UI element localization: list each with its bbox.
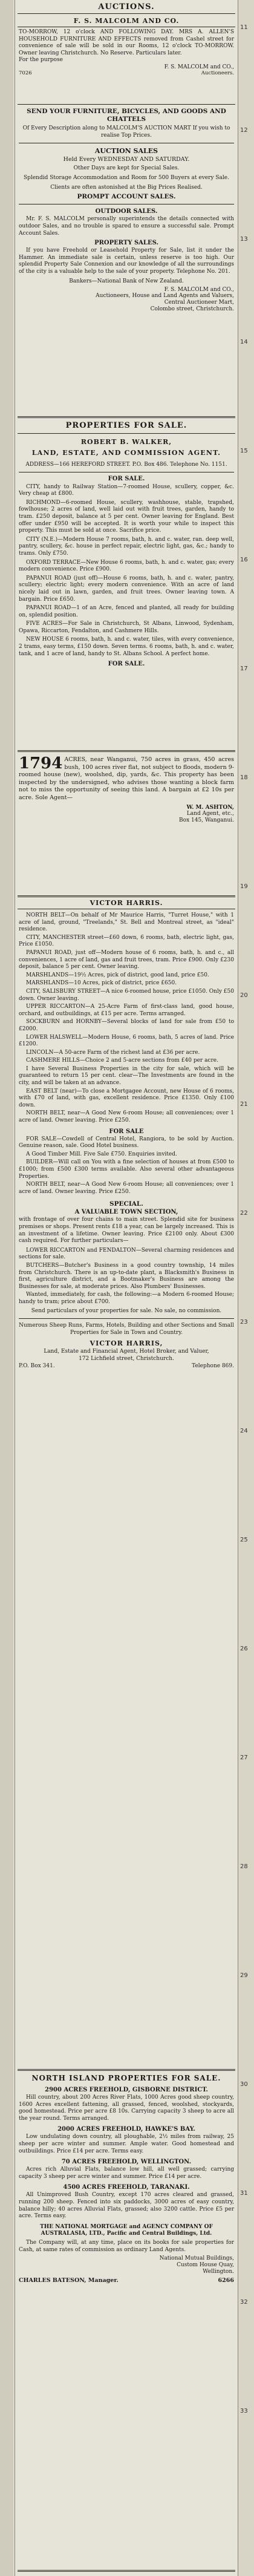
office-line: Custom House Quay, bbox=[177, 2262, 234, 2269]
firm-addr: Central Auctioneer Mart, bbox=[164, 299, 234, 306]
margin-number: 26 bbox=[240, 1646, 248, 1652]
harris-phone: Telephone 869. bbox=[192, 1363, 234, 1370]
property-text: Acres rich Alluvial Flats, balance low hill, all well grassed; carrying capacity 3 sheep per acre winter and summer. Price £14 per acre. bbox=[19, 2166, 234, 2180]
firm-role: Auctioneers, House and Land Agents and Valuers, bbox=[96, 293, 234, 299]
margin-number: 27 bbox=[240, 1754, 248, 1761]
property-text: Low undulating down country, all ploughable, 2½ miles from railway, 25 sheep per acre winter and summer. Ample water. Good homestead and outbuildings. Price £14 per acre. Terms easy. bbox=[19, 2134, 234, 2154]
listing: LINCOLN—A 50-acre Farm of the richest land at £36 per acre. bbox=[26, 1049, 200, 1056]
divider bbox=[18, 750, 235, 752]
divider bbox=[18, 416, 235, 418]
divider bbox=[18, 13, 235, 14]
harris-address: 172 Lichfield street, Christchurch. bbox=[79, 1355, 174, 1362]
margin-number: 14 bbox=[240, 339, 248, 345]
margin-number: 28 bbox=[240, 1863, 248, 1870]
listing: FOR SALE—Cowdell of Central Hotel, Rangiora, to be sold by Auction. Genuine reason, sale. Good Hotel business. bbox=[19, 1136, 234, 1149]
malcolm-ad-furniture bbox=[19, 29, 234, 76]
for-sale-label: FOR SALE. bbox=[108, 661, 145, 668]
ref-number: 6266 bbox=[218, 2277, 234, 2284]
harris-ad bbox=[19, 912, 234, 1369]
walker-trade: LAND, ESTATE, AND COMMISSION AGENT. bbox=[31, 449, 221, 457]
signature-role: Auctioneers. bbox=[201, 70, 234, 76]
acreage-number: 1794 bbox=[19, 754, 63, 773]
property-title: 2900 ACRES FREEHOLD, GISBORNE DISTRICT. bbox=[45, 2087, 208, 2093]
farms-text: Numerous Sheep Runs, Farms, Hotels, Building and other Sections and Small Properties for Sale in Town and Country. bbox=[19, 1322, 234, 1336]
outdoor-title: OUTDOOR SALES. bbox=[95, 208, 158, 215]
margin-number: 22 bbox=[240, 1210, 248, 1217]
margin-number: 13 bbox=[240, 236, 248, 243]
margin-number: 29 bbox=[240, 1972, 248, 1979]
section-title-properties: PROPERTIES FOR SALE. bbox=[65, 421, 187, 430]
left-margin bbox=[0, 0, 13, 2576]
ad-text: For the purpose bbox=[19, 57, 63, 64]
listing: Wanted, immediately, for cash, the following:—a Modern 6-roomed House; handy to tram; price about £700. bbox=[19, 1292, 234, 1305]
harris-name: VICTOR HARRIS, bbox=[90, 1339, 163, 1348]
right-margin bbox=[238, 0, 254, 2576]
divider bbox=[18, 2570, 235, 2572]
listing: EAST BELT (near)—To close a Mortgagee Account, new House of 6 rooms, with £70 of land, with gas, excellent residence. Price £1350. Only £100 down. bbox=[19, 1088, 234, 1108]
outdoor-text: Mr. F. S. MALCOLM personally superintends the details connected with outdoor Sales, and no trouble is spared to ensure a successful sale. Prompt Account Sales. bbox=[19, 216, 234, 237]
divider bbox=[18, 104, 235, 105]
listing: LOWER RICCARTON and FENDALTON—Several charming residences and sections for sale. bbox=[19, 1247, 234, 1261]
listing: I have Several Business Properties in the city for sale, which will be guaranteed to return 15 per cent. clear—The Investments are found in the city, and will be taken at an advance. bbox=[19, 1065, 234, 1087]
divider bbox=[18, 2069, 235, 2071]
listing: CITY, handy to Railway Station—7-roomed House, scullery, copper, &c. Very cheap at £800. bbox=[19, 483, 234, 497]
bankers-text: Bankers—National Bank of New Zealand. bbox=[69, 278, 184, 284]
listing: PAPANUI ROAD, just off—Modern house of 6 rooms, bath, h. and c., all conveniences, 1 acre of land, gas and fruit trees, tram. Price £900. Only £230 deposit, balance 5 per cent. Owner leaving. bbox=[19, 949, 234, 970]
firm-street: Colombo street, Christchurch. bbox=[150, 306, 234, 313]
listing: CITY (N.E.)—Modern House 7 rooms, bath, h. and c. water, ran. deep well, pantry, scullery, &c. house in perfect repair, electric light, gas, &c.; handy to trams. Only £750. bbox=[19, 536, 234, 557]
ad-title: SEND YOUR FURNITURE, BICYCLES, AND GOODS AND CHATTELS bbox=[27, 108, 226, 123]
ref-number: 7026 bbox=[19, 70, 32, 76]
walker-ad bbox=[19, 438, 234, 667]
listing: UPPER RICCARTON—A 25-Acre Farm of first-class land, good house, orchard, and outbuildings, at £15 per acre. Terms arranged. bbox=[19, 1004, 234, 1017]
harris-intro: NORTH BELT—On behalf of Mr Maurice Harris, "Turret House," with 1 acre of land, ground, "Treelands," St. Bell and Montreal street, as "ideal" residence. bbox=[19, 912, 234, 933]
listing: CASHMERE HILLS—Choice 2 and 5-acre sections from £40 per acre. bbox=[26, 1058, 218, 1064]
property-title: PROPERTY SALES. bbox=[94, 240, 158, 247]
harris-heading: VICTOR HARRIS. bbox=[90, 899, 163, 907]
property-text: Hill country, about 200 Acres River Flats, 1000 Acres good sheep country, 1600 Acres excellent fattening, all grassed, fenced, woolshed, stockyards, good homestead. Price per acre £8 10s. Carrying capacity 3 sheep to acre all the year round. Terms arranged. bbox=[19, 2094, 234, 2122]
clients-text: Clients are often astonished at the Big Prices Realised. bbox=[50, 184, 203, 191]
margin-number: 11 bbox=[240, 24, 248, 31]
listing: OXFORD TERRACE—New House 6 rooms, bath, h. and c. water, gas; every modern convenience. Price £900. bbox=[19, 559, 234, 573]
section-title-auctions: AUCTIONS. bbox=[98, 2, 155, 11]
property-title: 70 ACRES FREEHOLD, WELLINGTON. bbox=[61, 2159, 192, 2166]
margin-number: 19 bbox=[240, 883, 248, 890]
ad-text: TO-MORROW, 12 o'clock AND FOLLOWING DAY. MRS A. ALLEN'S HOUSEHOLD FURNITURE AND EFFECTS removed from Cashel street for convenience of sale will be sold in our Rooms, 12 o'clock TO-MORROW. Owner leaving Christchurch. No Reserve. Particulars later. bbox=[19, 29, 234, 56]
listing: LOWER HALSWELL—Modern House, 6 rooms, bath, 5 acres of land. Price £1200. bbox=[19, 1034, 234, 1048]
listing: NORTH BELT, near—A Good New 6-room House; all conveniences; over 1 acre of land. Owner leaving. Price £250. bbox=[19, 1182, 234, 1195]
margin-number: 15 bbox=[240, 448, 248, 454]
prompt-text: PROMPT ACCOUNT SALES. bbox=[77, 193, 176, 201]
margin-number: 16 bbox=[240, 557, 248, 563]
office-line: Wellington. bbox=[203, 2269, 234, 2275]
listing: BUTCHERS—Butcher's Business in a good country township, 14 miles from Christchurch. There is an up-to-date plant, a Blacksmith's Business in first, agriculture district, and a Bootmaker's Business are among the Businesses for sale, at moderate prices. Also Plumbers' Businesses. bbox=[19, 1262, 234, 1290]
ad-text: Of Every Description along to MALCOLM'S AUCTION MART If you wish to realise Top Prices. bbox=[22, 125, 230, 139]
signature: F. S. MALCOLM and CO., bbox=[164, 64, 234, 70]
listing: MARSHLANDS—19½ Acres, pick of district, good land, price £50. bbox=[26, 972, 209, 978]
margin-number: 31 bbox=[240, 2190, 248, 2197]
sales-title: AUCTION SALES bbox=[94, 147, 158, 155]
listing: MARSHLANDS—10 Acres, pick of district, price £650. bbox=[26, 980, 177, 987]
for-sale-label: FOR SALE. bbox=[108, 475, 145, 482]
bateson-ad bbox=[19, 2074, 234, 2284]
company-name: THE NATIONAL MORTGAGE and AGENCY COMPANY OF AUSTRALASIA, LTD., Pacific and Central Buildings, Ltd. bbox=[40, 2223, 213, 2237]
property-text: All Unimproved Bush Country, except 170 acres cleared and grassed, running 200 sheep. Fenced into six paddocks, 3000 acres of easy country, balance hilly; 40 acres Alluvial Flats, grassed; also 3200 cattle. Price £5 per acre. Terms easy. bbox=[19, 2192, 234, 2220]
walker-name: ROBERT B. WALKER, bbox=[80, 438, 172, 446]
margin-number: 20 bbox=[240, 992, 248, 999]
divider bbox=[18, 895, 235, 897]
ashton-name: W. M. ASHTON, bbox=[186, 804, 234, 811]
rooms-text: Splendid Storage Accommodation and Room for 500 Buyers at every Sale. bbox=[24, 175, 229, 181]
malcolm-heading: F. S. MALCOLM AND CO. bbox=[73, 17, 180, 25]
listing: A Good Timber Mill. Five Sale £750. Enquiries invited. bbox=[26, 1151, 177, 1157]
margin-number: 30 bbox=[240, 2081, 248, 2088]
margin-number: 25 bbox=[240, 1537, 248, 1543]
margin-number: 32 bbox=[240, 2299, 248, 2306]
listing: RICHMOND—6-roomed House, scullery, washhouse, stable, trapshed, fowlhouse; 2 acres of land, well laid out with fruit trees, garden, handy to tram. £250 deposit, balance at 5 per cent. Owner leaving for England. Best offer under £950 will be accepted. It is worth your while to inspect this property. This must be sold at once. Sacrifice price. bbox=[19, 499, 234, 534]
walker-address: ADDRESS—166 HEREFORD STREET. P.O. Box 486. Telephone No. 1151. bbox=[25, 462, 227, 468]
sales-note: Other Days are kept for Special Sales. bbox=[73, 165, 180, 172]
malcolm-ad-send bbox=[19, 108, 234, 313]
listing: CITY, SALISBURY STREET—A nice 6-roomed house, price £1050. Only £50 down. Owner leaving. bbox=[19, 988, 234, 1002]
margin-number: 12 bbox=[240, 127, 248, 134]
listing: BUILDER—Will call on You with a fine selection of houses at from £500 to £1000; from £500 £300 terms available. Also several other advantageous Properties. bbox=[19, 1159, 234, 1180]
margin-number: 17 bbox=[240, 665, 248, 672]
harris-po-box: P.O. Box 341. bbox=[19, 1363, 55, 1370]
margin-number: 33 bbox=[240, 2408, 248, 2414]
ashton-role: Land Agent, etc., bbox=[186, 810, 234, 817]
margin-number: 18 bbox=[240, 774, 248, 781]
firm-name: F. S. MALCOLM and CO., bbox=[164, 287, 234, 293]
company-note: The Company will, at any time, place on its books for sale properties for Cash, at same rates of commission as ordinary Land Agents. bbox=[19, 2239, 234, 2253]
manager-name: CHARLES BATESON, Manager. bbox=[19, 2277, 119, 2284]
special-text: with frontage of over four chains to main street. Splendid site for business premises or shops. Present rents £18 a year, can be largely increased. This is an investment of a lifetime. Owner leaving. Price £2100 only. About £300 cash required. For further particulars— bbox=[19, 1217, 234, 1244]
listing: NORTH BELT, near—A Good New 6-room House; all conveniences; over 1 acre of land. Owner leaving. Price £250. bbox=[19, 1110, 234, 1124]
property-title: 2000 ACRES FREEHOLD, HAWKE'S BAY. bbox=[57, 2126, 195, 2133]
listing: PAPANUI ROAD (just off)—House 6 rooms, bath, h. and c. water, pantry, scullery; electric light; every modern convenience. With an acre of land nicely laid out in lawn, garden, and fruit trees. Owner leaving town. A bargain. Price £650. bbox=[19, 575, 234, 603]
sales-sub: Held Every WEDNESDAY AND SATURDAY. bbox=[63, 156, 190, 163]
ashton-ad bbox=[19, 756, 234, 824]
divider bbox=[18, 433, 235, 434]
property-title: 4500 ACRES FREEHOLD, TARANAKI. bbox=[63, 2184, 190, 2191]
ashton-box: Box 145, Wanganui. bbox=[179, 817, 234, 823]
margin-number: 24 bbox=[240, 1428, 248, 1434]
for-sale-label: FOR SALE bbox=[109, 1128, 144, 1135]
listing: CITY, MANCHESTER street—£60 down, 6 rooms, bath, electric light, gas, Price £1050. bbox=[19, 934, 234, 948]
special-label: SPECIAL. bbox=[109, 1200, 143, 1208]
listing: NEW HOUSE 6 rooms, bath, h. and c. water, tiles, with every convenience, 2 trams, easy terms, £150 down. Seven terms. 6 rooms, bath, h. and c. water, tank, and 1 acre of land, handy to St. Albans School. A perfect home. bbox=[19, 636, 234, 657]
office-line: National Mutual Buildings, bbox=[159, 2255, 234, 2262]
margin-number: 23 bbox=[240, 1319, 248, 1326]
list-note: Send particulars of your properties for sale. No sale, no commission. bbox=[31, 1307, 222, 1314]
margin-number: 21 bbox=[240, 1101, 248, 1108]
listing: SOCKBURN and HORNBY—Several blocks of land for sale from £50 to £2000. bbox=[19, 1019, 234, 1032]
bateson-heading: NORTH ISLAND PROPERTIES FOR SALE. bbox=[31, 2074, 221, 2082]
listing: FIVE ACRES—For Sale in Christchurch, St Albans, Linwood, Sydenham, Opawa, Riccarton, Fendalton, and Cashmere Hills. bbox=[19, 621, 234, 634]
property-text: If you have Freehold or Leasehold Property for Sale, list it under the Hammer. An immediate sale is certain, unless reserve is too high. Our splendid Property Sale Connexion and our knowledge of all the surroundings of the city is a valuable help to the sale of your property. Telephone No. 201. bbox=[19, 247, 234, 275]
listing: PAPANUI ROAD—1 of an Acre, fenced and planted, all ready for building on, splendid position. bbox=[19, 605, 234, 618]
ashton-text: ACRES, near Wanganui, 750 acres in grass, 450 acres bush, 100 acres river flat, not subject to floods, modern 9-roomed house (new), woolshed, dip, yards, &c. This property has been inspected by the undersigned, who advises those wanting a block farm not to miss the opportunity of seeing this land. A bargain at £2 10s per acre. Sole Agent— bbox=[19, 756, 234, 801]
special-title: A VALUABLE TOWN SECTION, bbox=[74, 1209, 178, 1216]
newspaper-column bbox=[15, 0, 238, 2576]
harris-trade: Land, Estate and Financial Agent, Hotel Broker, and Valuer, bbox=[44, 1348, 209, 1355]
